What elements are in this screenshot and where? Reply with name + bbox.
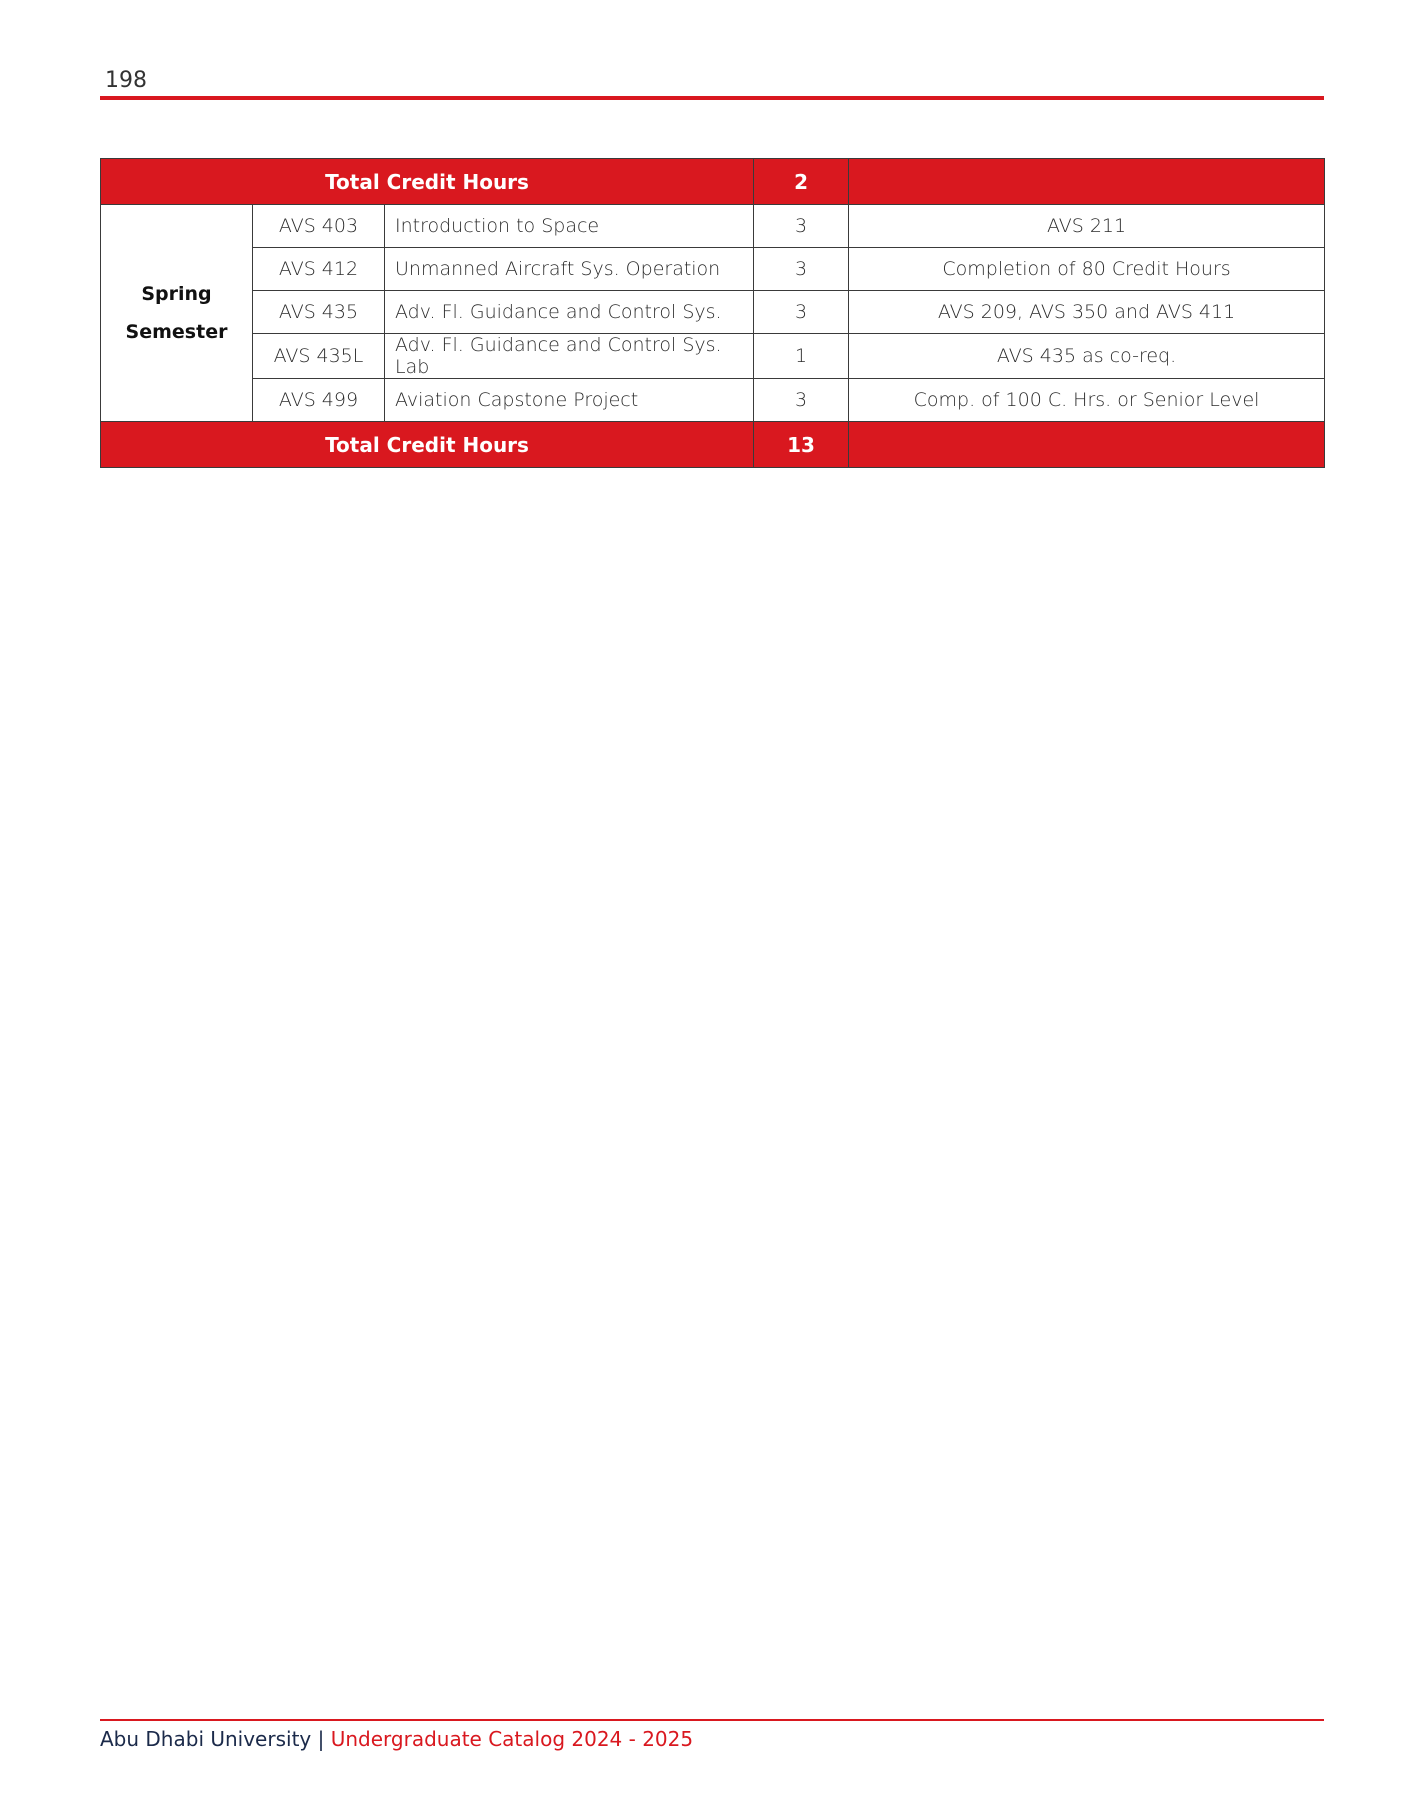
course-prerequisite: AVS 435 as co-req. (849, 334, 1325, 379)
footer-catalog-title: Undergraduate Catalog 2024 - 2025 (330, 1727, 694, 1751)
course-credits: 3 (754, 379, 849, 422)
semester-line-2: Semester (125, 321, 228, 343)
total-row-bottom (101, 422, 1325, 468)
page-number: 198 (105, 68, 147, 93)
course-prerequisite: AVS 209, AVS 350 and AVS 411 (849, 291, 1325, 334)
footer-university: Abu Dhabi University (100, 1727, 312, 1751)
total-label: Total Credit Hours (101, 422, 754, 468)
course-prerequisite: Completion of 80 Credit Hours (849, 248, 1325, 291)
semester-label (101, 205, 253, 422)
course-credits: 3 (754, 291, 849, 334)
course-code: AVS 435 (253, 291, 385, 334)
total-empty-cell (849, 422, 1325, 468)
course-title: Introduction to Space (385, 205, 754, 248)
course-code: AVS 435L (253, 334, 385, 379)
course-title: Unmanned Aircraft Sys. Operation (385, 248, 754, 291)
course-plan-table (100, 158, 1325, 468)
course-credits: 1 (754, 334, 849, 379)
footer-rule (100, 1719, 1324, 1721)
total-credits: 2 (754, 159, 849, 205)
course-credits: 3 (754, 248, 849, 291)
footer (100, 1724, 693, 1754)
course-title: Adv. Fl. Guidance and Control Sys. Lab (385, 334, 754, 379)
course-credits: 3 (754, 205, 849, 248)
table-row (101, 379, 1325, 422)
course-code: AVS 499 (253, 379, 385, 422)
header-rule (100, 96, 1324, 100)
total-empty-cell (849, 159, 1325, 205)
table-row (101, 334, 1325, 379)
course-code: AVS 403 (253, 205, 385, 248)
table-row (101, 291, 1325, 334)
total-row-top (101, 159, 1325, 205)
course-plan-table-container (100, 158, 1324, 468)
course-code: AVS 412 (253, 248, 385, 291)
course-prerequisite: Comp. of 100 C. Hrs. or Senior Level (849, 379, 1325, 422)
course-prerequisite: AVS 211 (849, 205, 1325, 248)
course-title: Adv. Fl. Guidance and Control Sys. (385, 291, 754, 334)
table-row (101, 205, 1325, 248)
total-label: Total Credit Hours (101, 159, 754, 205)
total-credits: 13 (754, 422, 849, 468)
footer-separator: | (317, 1727, 325, 1751)
course-title: Aviation Capstone Project (385, 379, 754, 422)
semester-line-1: Spring (141, 283, 212, 305)
table-row (101, 248, 1325, 291)
